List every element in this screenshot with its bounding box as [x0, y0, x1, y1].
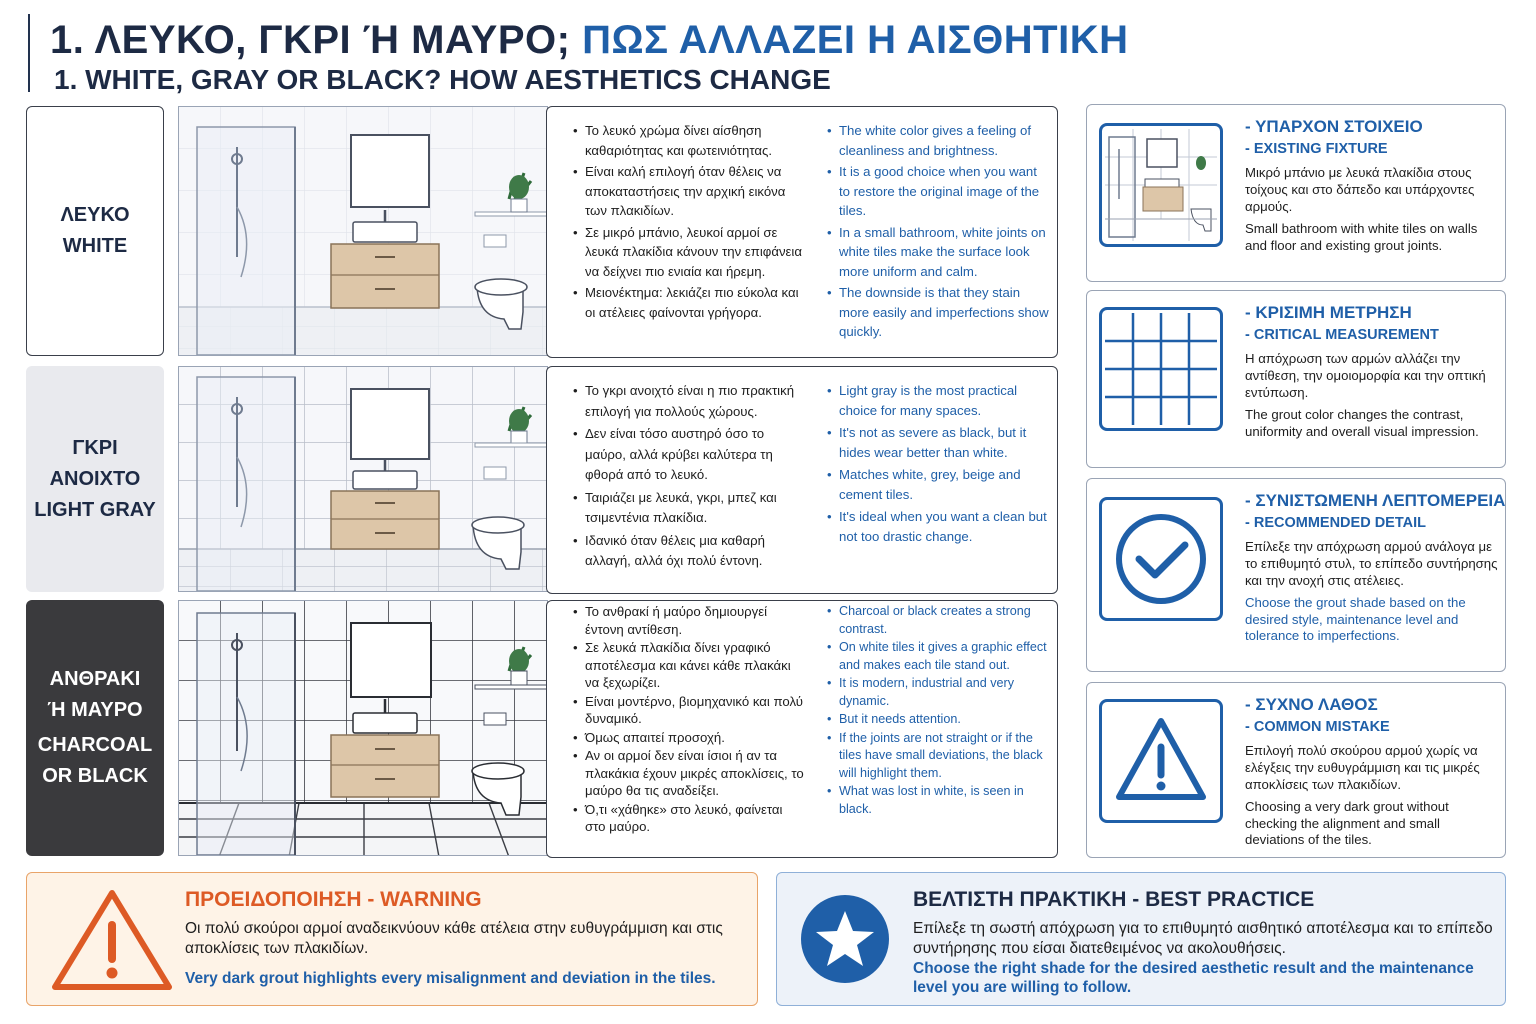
text-panel-white [546, 106, 1058, 358]
card-mistake-title-gr: - ΣΥΧΝΟ ΛΑΘΟΣ [1245, 695, 1378, 714]
row-white [26, 106, 1058, 358]
card-existing-body [1245, 117, 1501, 254]
title-gr-main: 1. ΛΕΥΚΟ, ΓΚΡΙ Ή ΜΑΥΡΟ; [50, 18, 583, 62]
gray-gr-text [573, 381, 805, 574]
bathroom-charcoal-drawing [179, 601, 548, 856]
label-white-en: WHITE [62, 235, 128, 257]
list-item: • The white color gives a feeling of cleanliness and brightness. [827, 121, 1049, 160]
list-item: • Αν οι αρμοί δεν είναι ίσιοι ή αν τα πλακάκια έχουν μικρές αποκλίσεις, το μαύρο θα τις αναδείξει. [573, 747, 805, 800]
row-charcoal [26, 600, 1058, 858]
white-gr-text [573, 121, 805, 324]
best-practice-text-en: Choose the right shade for the desired aesthetic result and the maintenance level you are willing to follow. [913, 960, 1474, 996]
card-mistake-title-en: - COMMON MISTAKE [1245, 719, 1390, 735]
list-item: • It's ideal when you want a clean but not too drastic change. [827, 507, 1049, 547]
bathroom-white-drawing [179, 107, 548, 356]
card-mistake-text-gr: Επιλογή πολύ σκούρου αρμού χωρίς να ελέγξεις την ευθυγράμμιση και τις μικρές αποκλίσεις των πλακιδίων. [1245, 743, 1480, 792]
list-item: • It's not as severe as black, but it hides wear better than white. [827, 423, 1049, 463]
card-recommended-text-gr: Επίλεξε την απόχρωση αρμού ανάλογα με το επιθυμητό στυλ, το επίπεδο συντήρησης και την ανοχή στις ατέλειες. [1245, 539, 1498, 588]
label-charcoal [26, 600, 164, 856]
row-light-gray [26, 366, 1058, 594]
label-gray-en: LIGHT GRAY [34, 498, 156, 521]
list-item: • What was lost in white, is seen in black. [827, 783, 1049, 818]
card-critical-measurement [1086, 290, 1506, 468]
charcoal-gr-text [573, 603, 805, 837]
card-recommended-detail [1086, 478, 1506, 672]
bathroom-illustration-white [178, 106, 548, 356]
list-item: • If the joints are not straight or if the tiles have small deviations, the black will highlight them. [827, 730, 1049, 783]
card-existing-title-en: - EXISTING FIXTURE [1245, 141, 1388, 157]
card-mistake-body [1245, 695, 1501, 849]
label-charcoal-en-1: CHARCOAL [37, 734, 153, 756]
text-panel-charcoal [546, 600, 1058, 858]
list-item: • Σε λευκά πλακίδια δίνει γραφικό αποτέλεσμα και κάνει κάθε πλακάκι να ξεχωρίζει. [573, 639, 805, 692]
star-badge-icon [799, 893, 891, 985]
card-mistake-text-en: Choosing a very dark grout without checking the alignment and small deviations of the tiles. [1245, 799, 1449, 847]
list-item: • It is a good choice when you want to restore the original image of the tiles. [827, 162, 1049, 221]
tile-grid-icon [1099, 307, 1223, 431]
warning-icon [49, 887, 175, 995]
card-recommended-title-gr: - ΣΥΝΙΣΤΩΜΕΝΗ ΛΕΠΤΟΜΕΡΕΙΑ [1245, 491, 1506, 510]
card-critical-title-en: - CRITICAL MEASUREMENT [1245, 327, 1439, 343]
list-item: • But it needs attention. [827, 711, 1049, 729]
best-practice-box [776, 872, 1506, 1006]
card-existing-text-en: Small bathroom with white tiles on walls and floor and existing grout joints. [1245, 221, 1478, 253]
card-critical-body [1245, 303, 1501, 440]
list-item: • Light gray is the most practical choice for many spaces. [827, 381, 1049, 421]
label-charcoal-gr-2: Ή ΜΑΥΡΟ [47, 699, 143, 721]
card-existing-title-gr: - ΥΠΑΡΧΟΝ ΣΤΟΙΧΕΙΟ [1245, 117, 1423, 136]
card-existing-text-gr: Μικρό μπάνιο με λευκά πλακίδια στους τοίχους και στο δάπεδο και υπάρχοντες αρμούς. [1245, 165, 1475, 214]
list-item: • Charcoal or black creates a strong contrast. [827, 603, 1049, 638]
list-item: • The downside is that they stain more easily and imperfections show quickly. [827, 283, 1049, 342]
card-critical-title-gr: - ΚΡΙΣΙΜΗ ΜΕΤΡΗΣΗ [1245, 303, 1412, 322]
list-item: • Μειονέκτημα: λεκιάζει πιο εύκολα και οι ατέλειες φαίνονται γρήγορα. [573, 283, 805, 322]
title-gr-accent: ΠΩΣ ΑΛΛΑΖΕΙ Η ΑΙΣΘΗΤΙΚΗ [582, 18, 1129, 62]
list-item: • Είναι μοντέρνο, βιομηχανικό και πολύ δυναμικό. [573, 693, 805, 728]
card-recommended-title-en: - RECOMMENDED DETAIL [1245, 515, 1426, 531]
gray-en-text [827, 381, 1049, 549]
label-white-gr: ΛΕΥΚΟ [60, 204, 130, 226]
list-item: • Το ανθρακί ή μαύρο δημιουργεί έντονη αντίθεση. [573, 603, 805, 638]
page-title-gr [50, 18, 1128, 63]
list-item: • Ταιριάζει με λευκά, γκρι, μπεζ και τσιμεντένια πλακίδια. [573, 488, 805, 529]
label-charcoal-en-2: OR BLACK [42, 765, 148, 787]
warning-title: ΠΡΟΕΙΔΟΠΟΙΗΣΗ - WARNING [185, 888, 482, 911]
bathroom-illustration-gray [178, 366, 548, 592]
label-charcoal-gr-1: ΑΝΘΡΑΚΙ [49, 668, 141, 690]
list-item: • Είναι καλή επιλογή όταν θέλεις να αποκαταστήσεις την αρχική εικόνα των πλακιδίων. [573, 162, 805, 221]
card-recommended-text-en: Choose the grout shade based on the desired style, maintenance level and tolerance to imperfections. [1245, 595, 1466, 643]
list-item: • In a small bathroom, white joints on white tiles make the surface look more uniform and calm. [827, 223, 1049, 282]
list-item: • Το λευκό χρώμα δίνει αίσθηση καθαριότητας και φωτεινιότητας. [573, 121, 805, 160]
label-white [26, 106, 164, 356]
check-circle-icon [1099, 497, 1223, 621]
list-item: • It is modern, industrial and very dynamic. [827, 675, 1049, 710]
list-item: • On white tiles it gives a graphic effect and makes each tile stand out. [827, 639, 1049, 674]
charcoal-en-text [827, 603, 1049, 819]
bathroom-illustration-charcoal [178, 600, 548, 856]
list-item: • Matches white, grey, beige and cement tiles. [827, 465, 1049, 505]
card-critical-text-gr: Η απόχρωση των αρμών αλλάζει την αντίθεση, την ομοιομορφία και την οπτική εντύπωση. [1245, 351, 1486, 400]
white-en-text [827, 121, 1049, 344]
best-practice-text-gr: Επίλεξε τη σωστή απόχρωση για το επιθυμητό αισθητικό αποτέλεσμα και το επίπεδο συντήρησης που είσαι διατεθειμένος να ακολουθήσεις. [913, 920, 1493, 957]
label-light-gray [26, 366, 164, 592]
list-item: • Δεν είναι τόσο αυστηρό όσο το μαύρο, αλλά κρύβει καλύτερα τη φθορά από το λευκό. [573, 424, 805, 486]
warning-box [26, 872, 758, 1006]
list-item: • Το γκρι ανοιχτό είναι η πιο πρακτική επιλογή για πολλούς χώρους. [573, 381, 805, 422]
list-item: • Σε μικρό μπάνιο, λευκοί αρμοί σε λευκά πλακίδια κάνουν την επιφάνεια να δείχνει πιο ενιαία και ήρεμη. [573, 223, 805, 282]
list-item: • Όμως απαιτεί προσοχή. [573, 729, 805, 747]
list-item: • Ό,τι «χάθηκε» στο λευκό, φαίνεται στο μαύρο. [573, 801, 805, 836]
bathroom-gray-drawing [179, 367, 548, 592]
warning-text-en: Very dark grout highlights every misalignment and deviation in the tiles. [185, 970, 716, 987]
text-panel-gray [546, 366, 1058, 594]
list-item: • Ιδανικό όταν θέλεις μια καθαρή αλλαγή, αλλά όχι πολύ έντονη. [573, 531, 805, 572]
warning-text-gr: Οι πολύ σκούροι αρμοί αναδεικνύουν κάθε ατέλεια στην ευθυγράμμιση και στις αποκλίσεις των πλακιδίων. [185, 920, 723, 957]
page-title-en: 1. WHITE, GRAY OR BLACK? HOW AESTHETICS CHANGE [54, 64, 831, 95]
card-recommended-body [1245, 491, 1506, 645]
page-header [28, 14, 1508, 95]
card-critical-text-en: The grout color changes the contrast, uniformity and overall visual impression. [1245, 407, 1479, 439]
bathroom-icon [1099, 123, 1223, 247]
warning-triangle-icon [1099, 699, 1223, 823]
label-gray-gr: ΓΚΡΙ ΑΝΟΙΧΤΟ [49, 436, 141, 490]
card-common-mistake [1086, 682, 1506, 858]
card-existing-fixture [1086, 104, 1506, 282]
best-practice-title: ΒΕΛΤΙΣΤΗ ΠΡΑΚΤΙΚΗ - BEST PRACTICE [913, 888, 1315, 911]
